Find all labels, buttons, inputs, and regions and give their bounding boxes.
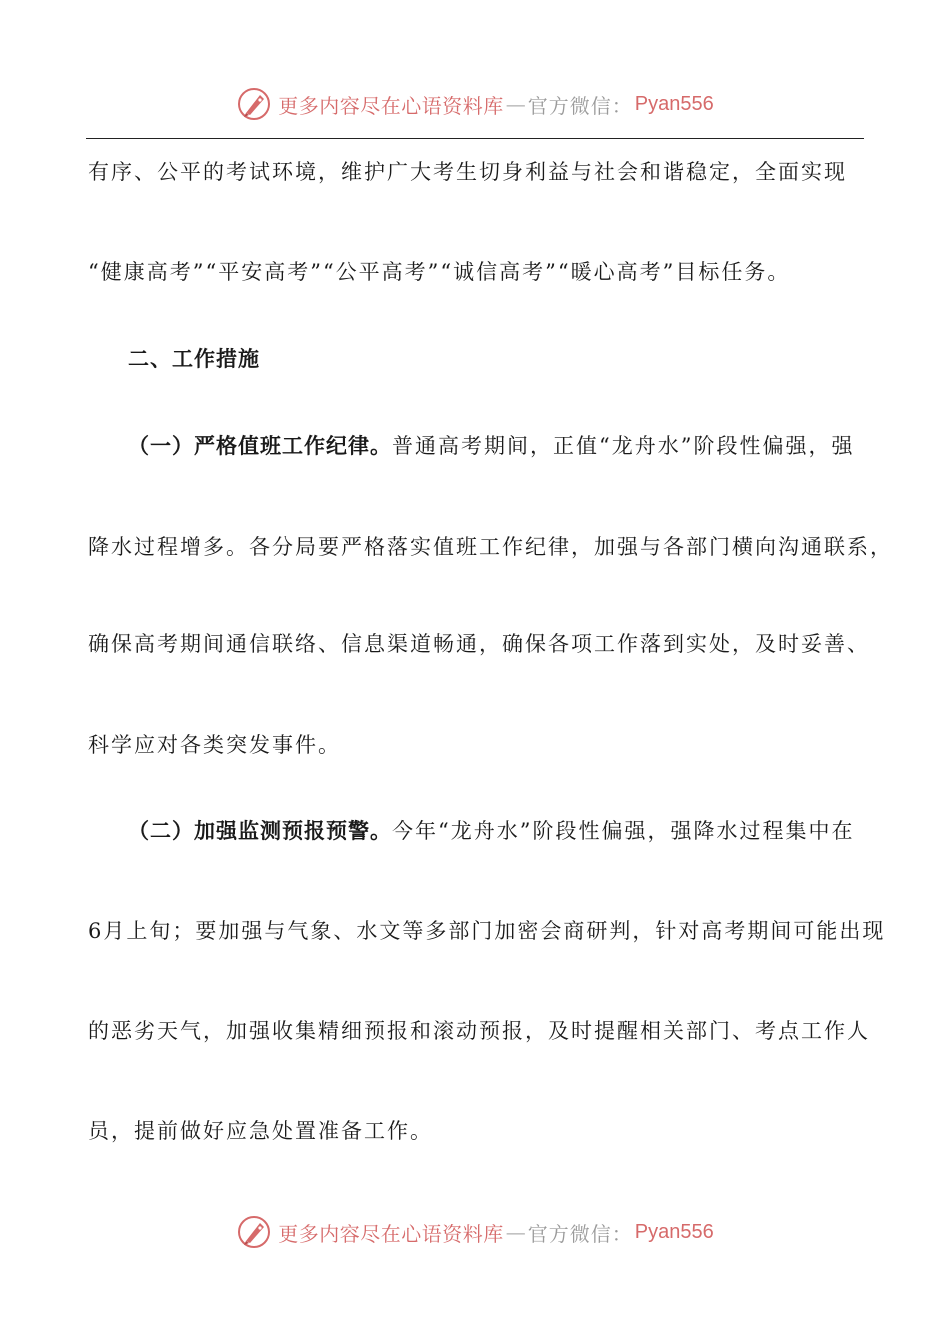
item1-line: 降水过程增多。各分局要严格落实值班工作纪律，加强与各部门横向沟通联系，	[88, 535, 893, 559]
pen-nib-logo-icon	[236, 86, 272, 122]
footer-watermark	[0, 1212, 950, 1252]
watermark-brand: 更多内容尽在心语资料库	[278, 1221, 504, 1246]
item1-line: 确保高考期间通信联络、信息渠道畅通，确保各项工作落到实处，及时妥善、	[88, 632, 870, 656]
item1-line: 科学应对各类突发事件。	[88, 733, 341, 757]
watermark-brand: 更多内容尽在心语资料库	[278, 93, 504, 118]
pen-nib-logo-icon	[236, 1214, 272, 1250]
item2-line: 的恶劣天气，加强收集精细预报和滚动预报，及时提醒相关部门、考点工作人	[88, 1019, 870, 1043]
header-watermark	[0, 84, 950, 124]
watermark-wechat-id: Pyan556	[634, 1220, 714, 1243]
watermark-separator: —	[505, 1220, 526, 1244]
header-rule	[86, 138, 864, 139]
item1-first-line	[128, 432, 918, 460]
section-heading: 二、工作措施	[128, 346, 260, 371]
item1-title: （一）严格值班工作纪律。	[128, 433, 392, 458]
item2-title: （二）加强监测预报预警。	[128, 818, 392, 843]
watermark-official: 官方微信：	[527, 93, 633, 118]
body-line-2: “健康高考”“平安高考”“公平高考”“诚信高考”“暖心高考”目标任务。	[88, 260, 791, 284]
item2-first-line	[128, 817, 918, 845]
watermark-wechat-id: Pyan556	[634, 92, 714, 115]
watermark-official: 官方微信：	[527, 1221, 633, 1246]
item2-first-text: 今年“龙舟水”阶段性偏强，强降水过程集中在	[392, 819, 855, 843]
item1-first-text: 普通高考期间，正值“龙舟水”阶段性偏强，强	[392, 434, 855, 458]
item2-line: 员，提前做好应急处置准备工作。	[88, 1119, 433, 1143]
watermark-separator: —	[505, 92, 526, 116]
item2-line: 6月上旬；要加强与气象、水文等多部门加密会商研判，针对高考期间可能出现	[88, 919, 886, 943]
body-line-1: 有序、公平的考试环境，维护广大考生切身利益与社会和谐稳定，全面实现	[88, 160, 847, 184]
